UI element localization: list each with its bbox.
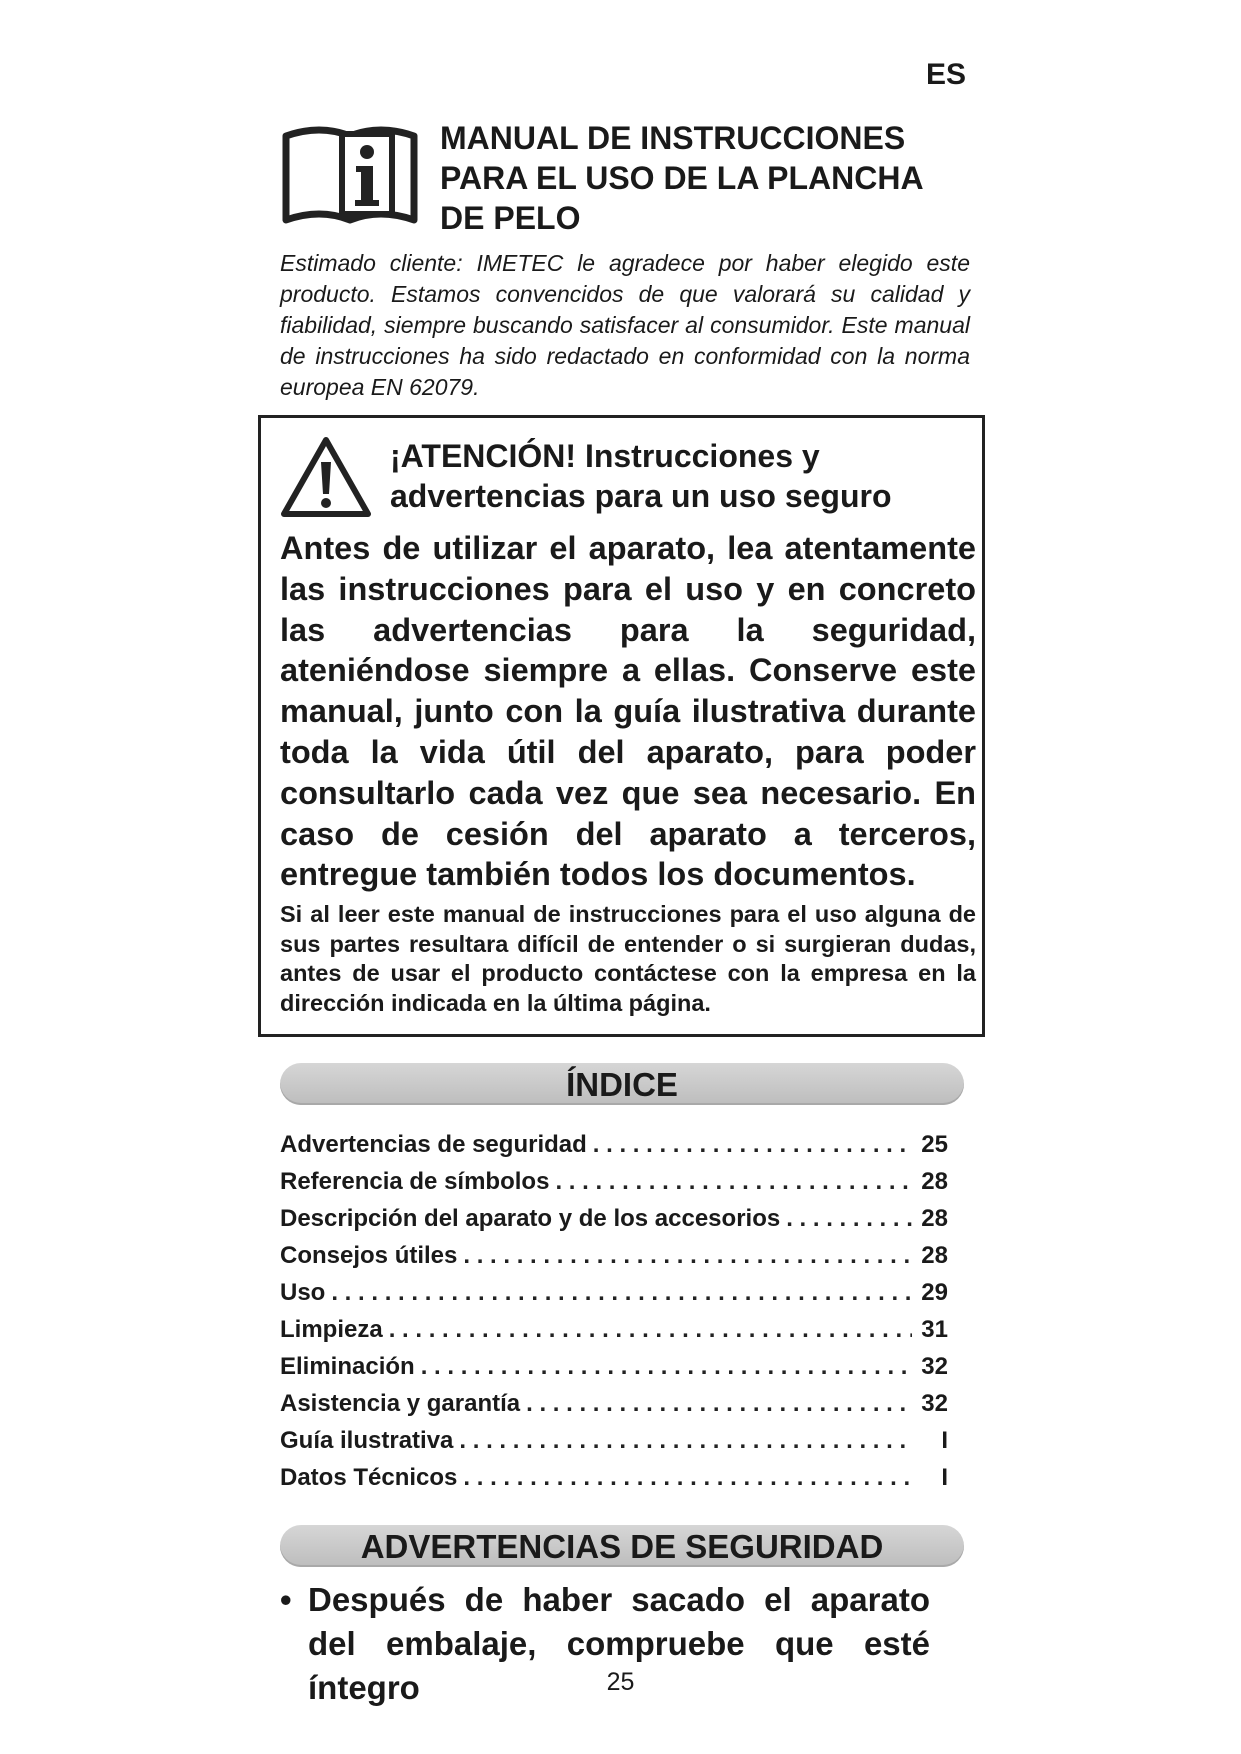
toc-entry[interactable] xyxy=(280,1163,948,1200)
toc-page: 29 xyxy=(921,1279,948,1306)
toc-label: Consejos útiles xyxy=(280,1242,458,1269)
toc-leader xyxy=(459,1422,912,1459)
toc-label: Guía ilustrativa xyxy=(280,1427,454,1454)
toc-page: 32 xyxy=(921,1390,948,1417)
toc-label: Datos Técnicos xyxy=(280,1464,458,1491)
bullet-text: Después de haber sacado el aparato del embalaje, compruebe que esté íntegro xyxy=(308,1581,930,1706)
manual-title xyxy=(440,118,1000,238)
warning-title xyxy=(390,436,960,516)
toc-leader xyxy=(463,1459,912,1496)
toc-leader xyxy=(593,1126,912,1163)
toc-label: Descripción del aparato y de los accesorios xyxy=(280,1205,781,1232)
toc-leader xyxy=(463,1237,912,1274)
toc-page: 28 xyxy=(921,1205,948,1232)
toc-entry[interactable] xyxy=(280,1422,948,1459)
warning-triangle-icon xyxy=(280,434,372,518)
toc-leader xyxy=(786,1200,912,1237)
toc-leader xyxy=(389,1311,912,1348)
toc-label: Limpieza xyxy=(280,1316,383,1343)
toc-page: 28 xyxy=(921,1242,948,1269)
toc-leader xyxy=(331,1274,912,1311)
safety-heading: ADVERTENCIAS DE SEGURIDAD xyxy=(280,1525,964,1567)
toc-label: Uso xyxy=(280,1279,326,1306)
toc-label: Referencia de símbolos xyxy=(280,1168,550,1195)
intro-paragraph: Estimado cliente: IMETEC le agradece por haber elegido este producto. Estamos convencidos de que valorará su calidad y fiabilidad, siempre buscando satisfacer al consumidor. Este manual de instrucciones ha sido redactado en conformidad con la norma europea EN 62079. xyxy=(280,250,970,400)
warning-title-line: ¡ATENCIÓN! Instrucciones y xyxy=(390,438,820,474)
toc-entry[interactable] xyxy=(280,1311,948,1348)
warning-sub-text: Si al leer este manual de instrucciones para el uso alguna de sus partes resultara difícil de entender o si surgieran dudas, antes de usar el producto contáctese con la empresa en la dirección indicada en la última página. xyxy=(280,901,976,1016)
language-code: ES xyxy=(925,58,966,91)
toc-page: 28 xyxy=(921,1168,948,1195)
table-of-contents xyxy=(280,1126,948,1496)
index-heading: ÍNDICE xyxy=(280,1063,964,1105)
toc-page: I xyxy=(941,1464,948,1491)
toc-label: Eliminación xyxy=(280,1353,415,1380)
toc-leader xyxy=(555,1163,912,1200)
toc-entry[interactable] xyxy=(280,1385,948,1422)
toc-entry[interactable] xyxy=(280,1200,948,1237)
bullet-marker: • xyxy=(280,1581,292,1618)
title-line: MANUAL DE INSTRUCCIONES xyxy=(440,120,906,156)
toc-leader xyxy=(526,1385,912,1422)
warning-main-text: Antes de utilizar el aparato, lea atentamente las instrucciones para el uso y en concreto las advertencias para la seguridad, ateniéndose siempre a ellas. Conserve este manual, junto con la guía ilustrativa durante toda la vida útil del aparato, para poder consultarlo cada vez que sea necesario. En caso de cesión del aparato a terceros, entregue también todos los documentos. xyxy=(280,530,976,893)
toc-page: 31 xyxy=(921,1316,948,1343)
toc-label: Advertencias de seguridad xyxy=(280,1131,587,1158)
title-line: DE PELO xyxy=(440,200,581,236)
toc-entry[interactable] xyxy=(280,1459,948,1496)
toc-page: 32 xyxy=(921,1353,948,1380)
title-line: PARA EL USO DE LA PLANCHA xyxy=(440,160,924,196)
toc-entry[interactable] xyxy=(280,1126,948,1163)
toc-page: 25 xyxy=(921,1131,948,1158)
toc-entry[interactable] xyxy=(280,1237,948,1274)
warning-title-line: advertencias para un uso seguro xyxy=(390,478,892,514)
toc-page: I xyxy=(941,1427,948,1454)
toc-leader xyxy=(421,1348,912,1385)
toc-entry[interactable] xyxy=(280,1348,948,1385)
instruction-manual-icon xyxy=(280,120,420,228)
page-number: 25 xyxy=(606,1668,635,1696)
toc-label: Asistencia y garantía xyxy=(280,1390,521,1417)
toc-entry[interactable] xyxy=(280,1274,948,1311)
